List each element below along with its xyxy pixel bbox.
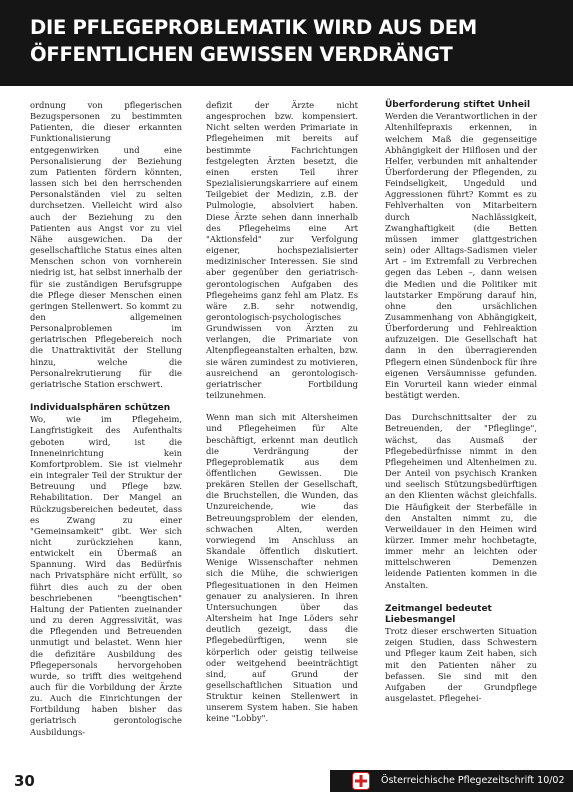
- paragraph: Das Durchschnittsalter der zu Betreuenden, der "Pfleglinge", wächst, das Ausmaß der Pflegebedürfnisse nimmt in den Pflegeheimen und Altenheimen zu. Der Anteil von psychisch Kranken und seelisch Stützungsbedürftigen an den Klienten wächst gleichfalls. Die Häufigkeit der Sterbefälle in den Anstalten nimmt zu, die Verweildauer in den Heimen wird kürzer. Immer mehr hochbetagte, immer mehr an leichten oder mittelschweren Demenzen leidende Patienten kommen in die Anstalten.: [385, 412, 537, 590]
- article-title-line-1: DIE PFLEGEPROBLEMATIK WIRD AUS DEM: [30, 16, 477, 39]
- paragraph: defizit der Ärzte nicht angesprochen bzw. kompensiert. Nicht selten werden Primariate in Pflegeheimen mit bereits auf bestimmte Fachrichtungen festgelegten Ärzten besetzt, die einen ersten Teil ihrer Spezialisierungskarriere auf einem Teilgebiet der Medizin, z.B. der Pulmologie, absolviert haben. Diese Ärzte sehen dann innerhalb des Pflegeheims eine Art "Aktionsfeld" zur Verfolgung eigener, hochspezialisierter medizinischer Interessen. Sie sind aber gegenüber den geriatrisch-gerontologischen Aufgaben des Pflegeheims ganz fehl am Platz. Es wäre z.B. sehr notwendig, gerontologisch-psychologisches Grundwissen von Ärzten zu verlangen, die Primariate von Altenpflegeanstalten erhalten, bzw. sie wären zumindest zu motivieren, ausreichend an gerontologisch-geriatrischer Fortbildung teilzunehmen.: [206, 100, 358, 401]
- paragraph: Wenn man sich mit Altersheimen und Pflegeheimen für Alte beschäftigt, erkennt man deutlich die Verdrängung der Pflegeproblematik aus dem öffentlichen Gewissen. Die prekären Stellen der Gesellschaft, die Bruchstellen, die Wunden, das Unzureichende, wie das Betreuungsproblem der elenden, schwachen Alten, werden vorwiegend im Anschluss an Skandale öffentlich diskutiert. Wenige Wissenschafter nehmen sich die Mühe, die schwierigen Pflegesituationen in den Heimen genauer zu analysieren. In ihren Untersuchungen über das Altersheim hat Inge Löders sehr deutlich gezeigt, dass die Pflegebedürftigen, wenn sie körperlich oder geistig teilweise oder weitgehend beeinträchtigt sind, auf Grund der gesellschaftlichen Situation und Struktur keinen Stellenwert in unserem System haben. Sie haben keine "Lobby".: [206, 412, 358, 724]
- section-heading: Individualsphären schützen: [30, 403, 171, 414]
- section-heading: [385, 604, 537, 626]
- page-number: 30: [14, 772, 35, 790]
- article-header: [0, 0, 573, 86]
- article-title-line-2: ÖFFENTLICHEN GEWISSEN VERDRÄNGT: [30, 43, 453, 66]
- paragraph: Wo, wie im Pflegeheim, Langfristigkeit des Aufenthalts geboten wird, ist die Inneneinrichtung kein Komfortproblem. Sie ist vielmehr ein integraler Teil der Struktur der Betreuung und Pflege bzw. Rehabilitation. Der Mangel an Rückzugsbereichen bedeutet, dass es Zwang zu einer "Gemeinsamkeit" gibt. Wer sich nicht zurückziehen kann, entwickelt ein Übermaß an Spannung. Wird das Bedürfnis nach Privatsphäre nicht erfüllt, so führt dies auch zu der oben beschriebenen "beengtischen" Haltung der Patienten zueinander und zu deren Aggressivität, was die Pflegenden und Betreuenden unmutigt und belastet. Wenn hier die defizitäre Ausbildung des Pflegepersonals hervorgehoben wurde, so trifft dies weitgehend auch für die Vorbildung der Ärzte zu. Auch die Einrichtungen der Fortbildung haben bisher das geriatrisch gerontologische Ausbildungs-: [30, 414, 182, 737]
- cross-logo-icon: [352, 772, 370, 790]
- text-column-2: [206, 100, 358, 725]
- journal-name: Österreichische Pflegezeitschrift 10/02: [381, 775, 565, 786]
- section-heading-line: Liebesmangel: [385, 614, 456, 625]
- text-column-3: [385, 100, 537, 704]
- paragraph: Werden die Verantwortlichen in der Altenhilfepraxis erkennen, in welchem Maß die gegenseitige Abhängigkeit der Hilflosen und der Helfer, verbunden mit anhaltender Überforderung der Pflegenden, zu Feindseligkeit, Ungeduld und Aggressionen führt? Kommt es zu Fehlverhalten von Mitarbeitern durch Nachlässigkeit, Zwanghaftigkeit (die Betten müssen immer glattgestrichen sein) oder Alltags-Sadismen vieler Art – im Extremfall zu Verbrechen gegen das Leben –, dann weisen die Medien und die Politiker mit lautstarker Empörung darauf hin, ohne den ursächlichen Zusammenhang von Abhängigkeit, Überforderung und Fehlreaktion aufzuzeigen. Die Gesellschaft hat dann in den überragierenden Pflegern einen Sündenbock für ihre eigenen Versäumnisse gefunden. Ein Vorurteil kann wieder einmal bestätigt werden.: [385, 111, 537, 401]
- paragraph: ordnung von pflegerischen Bezugspersonen zu bestimmten Patienten, die dieser erkannten Funktionalisierung entgegenwirken und eine Personalisierung der Beziehung zum Patienten fördern könnten, lassen sich bei den herrschenden Personalständen viel zu selten durchsetzen. Vielleicht wird also auch der Beziehung zu den Patienten aus Angst vor zu viel Nähe ausgewichen. Da der gesellschaftliche Status eines alten Menschen schon von vornherein niedrig ist, hat selbst innerhalb der für sie zuständigen Berufsgruppe die Pflege dieser Menschen einen geringen Stellenwert. So kommt zu den allgemeinen Personalproblemen im geriatrischen Pflegebereich noch die Unattraktivität der Stellung hinzu, welche die Personalrekrutierung für die geriatrische Station erschwert.: [30, 100, 182, 389]
- section-heading-line: Zeitmangel bedeutet: [385, 603, 492, 614]
- text-column-1: [30, 100, 182, 738]
- paragraph: Trotz dieser erschwerten Situation zeigen Studien, dass Schwestern und Pfleger kaum Zeit haben, sich mit den Patienten näher zu befassen. Sie sind mit den Aufgaben der Grundpflege ausgelastet. Pflegehei-: [385, 626, 537, 704]
- section-heading: Überforderung stiftet Unheil: [385, 100, 531, 110]
